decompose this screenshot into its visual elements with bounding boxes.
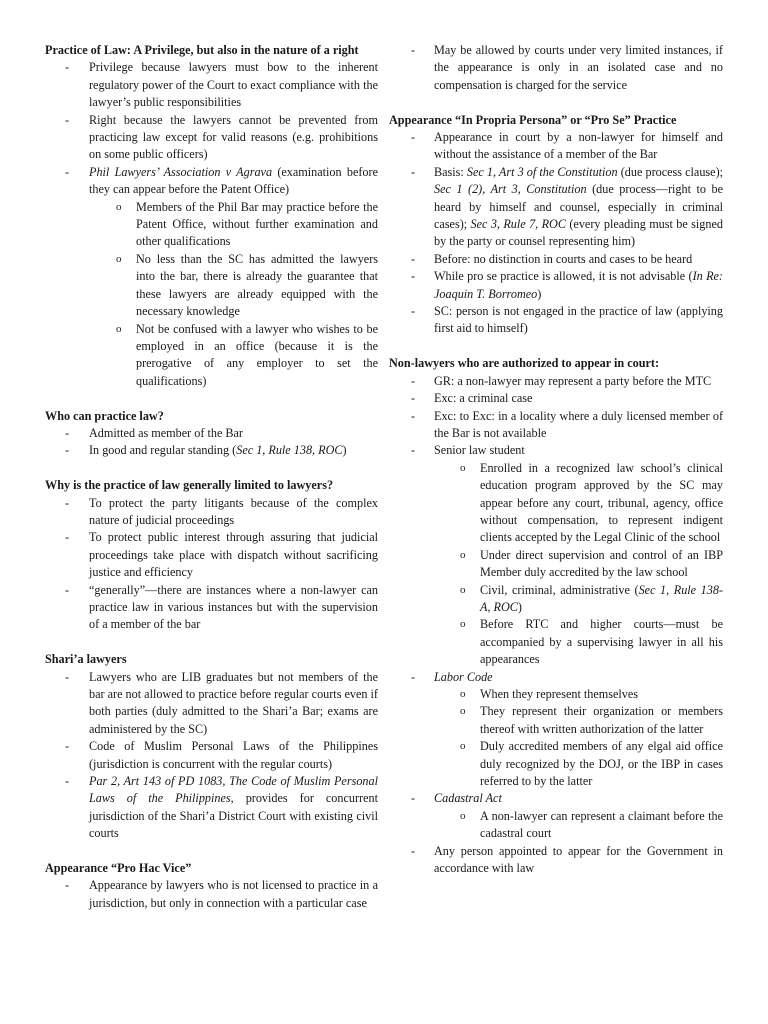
list-item: - To protect public interest through assuring that judicial proceedings take place with dispatch without sacrificing justice and efficiency — [45, 529, 378, 581]
list-item: - Labor Code — [389, 669, 723, 686]
list-item: - Senior law student — [389, 442, 723, 459]
list-item: - Admitted as member of the Bar — [45, 425, 378, 442]
section-heading-who-can-practice: Who can practice law? — [45, 408, 164, 423]
case-description: (examination before they can appear before the Patent Office) — [89, 164, 378, 197]
pro-hac-vice-list-continued — [389, 42, 723, 94]
section-heading-sharia-lawyers: Shari’a lawyers — [45, 652, 127, 667]
sub-list-item: o Enrolled in a recognized law school’s clinical education program approved by the SC may appear before any court, tribunal, agency, office without compensation, to represent indigent clients accepted by the Legal Clinic of the school — [389, 460, 723, 547]
section-heading-pro-hac-vice: Appearance “Pro Hac Vice” — [45, 861, 192, 876]
case-citation: Phil Lawyers’ Association v Agrava — [89, 164, 273, 179]
list-item: - Before: no distinction in courts and cases to be heard — [389, 251, 723, 268]
list-item: - Exc: to Exc: in a locality where a duly licensed member of the Bar is not available — [389, 408, 723, 443]
sub-list-item: o A non-lawyer can represent a claimant before the cadastral court — [389, 808, 723, 843]
list-item: - In good and regular standing (Sec 1, Rule 138, ROC) — [45, 442, 378, 459]
list-item: - SC: person is not engaged in the practice of law (applying first aid to himself) — [389, 303, 723, 338]
sub-list-item: o Under direct supervision and control of an IBP Member duly accredited by the law school — [389, 547, 723, 582]
list-item: - Appearance by lawyers who is not licensed to practice in a jurisdiction, but only in connection with a particular case — [45, 877, 378, 912]
list-item: - Code of Muslim Personal Laws of the Philippines (jurisdiction is concurrent with the regular courts) — [45, 738, 378, 773]
agrava-sublist — [45, 199, 378, 390]
why-limited-list — [45, 495, 378, 634]
rule-citation: Sec 1, Rule 138-A, ROC — [480, 582, 723, 614]
list-item: - Exc: a criminal case — [389, 390, 723, 407]
pd-citation: Par 2, Art 143 of PD 1083, The Code of Muslim Personal Laws of the Philippines — [89, 774, 378, 806]
left-column — [45, 42, 378, 912]
section-heading-non-lawyers: Non-lawyers who are authorized to appear in court: — [389, 356, 660, 371]
senior-law-student-sublist — [389, 460, 723, 669]
list-item: - Par 2, Art 143 of PD 1083, The Code of Muslim Personal Laws of the Philippines, provides for concurrent jurisdiction of the Shari’a District Court with existing civil courts — [45, 773, 378, 843]
who-can-practice-list — [45, 425, 378, 460]
sub-list-item: o They represent their organization or members thereof with written authorization of the latter — [389, 703, 723, 738]
list-item: - Basis: Sec 1, Art 3 of the Constitution (due process clause); Sec 1 (2), Art 3, Constitution (due process—right to be heard by himself and counsel, especially in criminal cases); Sec 3, Rule 7, ROC (every pleading must be signed by the party or counsel representing him) — [389, 164, 723, 251]
labor-code-sublist — [389, 686, 723, 790]
constitution-citation: Sec 1 (2), Art 3, Constitution — [434, 182, 587, 197]
sub-list-item: o Not be confused with a lawyer who wishes to be employed in an office (because it is the prerogative of any employer to set the qualifications) — [45, 321, 378, 391]
sub-list-item: o Members of the Phil Bar may practice before the Patent Office, without further examination and other qualifications — [45, 199, 378, 251]
sub-list-item: o No less than the SC has admitted the lawyers into the bar, there is already the guarantee that these lawyers are already equipped with the necessary knowledge — [45, 251, 378, 321]
sub-list-item: o When they represent themselves — [389, 686, 723, 703]
rule-citation: Sec 1, Rule 138, ROC — [236, 443, 343, 458]
non-lawyers-list — [389, 373, 723, 460]
labor-code-list — [389, 669, 723, 686]
list-item: - Appearance in court by a non-lawyer for himself and without the assistance of a member of the Bar — [389, 129, 723, 164]
sharia-list — [45, 669, 378, 843]
list-item: - May be allowed by courts under very limited instances, if the appearance is only in an isolated case and no compensation is charged for the service — [389, 42, 723, 94]
sub-list-item: o Civil, criminal, administrative (Sec 1, Rule 138-A, ROC) — [389, 582, 723, 617]
list-item: - Lawyers who are LIB graduates but not members of the bar are not allowed to practice before regular courts even if both parties (duly admitted to the Shari’a Bar; exams are administered by the SC) — [45, 669, 378, 739]
rule-citation: Sec 3, Rule 7, ROC — [470, 217, 566, 232]
list-item: - While pro se practice is allowed, it is not advisable (In Re: Joaquin T. Borromeo) — [389, 268, 723, 303]
pro-se-list — [389, 129, 723, 338]
constitution-citation: Sec 1, Art 3 of the Constitution — [466, 164, 618, 179]
case-citation: In Re: Joaquin T. Borromeo — [434, 269, 723, 301]
sub-list-item: o Duly accredited members of any elgal aid office duly recognized by the DOJ, or the IBP in cases referred to by the latter — [389, 738, 723, 790]
section-heading-practice-of-law: Practice of Law: A Privilege, but also in the nature of a right — [45, 43, 359, 57]
section-heading-why-limited: Why is the practice of law generally limited to lawyers? — [45, 478, 334, 493]
sub-list-item: o Before RTC and higher courts—must be accompanied by a supervising lawyer in all his appearances — [389, 616, 723, 668]
practice-of-law-list — [45, 59, 378, 198]
list-item: - Any person appointed to appear for the Government in accordance with law — [389, 843, 723, 878]
list-item: - “generally”—there are instances where a non-lawyer can practice law in various instances but with the supervision of a member of the bar — [45, 582, 378, 634]
section-heading-pro-se: Appearance “In Propria Persona” or “Pro Se” Practice — [389, 112, 677, 127]
list-item: - Right because the lawyers cannot be prevented from practicing law except for valid reasons (e.g. prohibitions on some public officers) — [45, 112, 378, 164]
list-item: - GR: a non-lawyer may represent a party before the MTC — [389, 373, 723, 390]
pro-hac-vice-list — [45, 877, 378, 912]
cadastral-act-sublist — [389, 808, 723, 843]
government-appointee-list — [389, 843, 723, 878]
list-item: - Cadastral Act — [389, 790, 723, 807]
list-item: - To protect the party litigants because of the complex nature of judicial proceedings — [45, 495, 378, 530]
list-item — [45, 164, 378, 199]
list-item: - Privilege because lawyers must bow to the inherent regulatory power of the Court to exact compliance with the lawyer’s public responsibilities — [45, 59, 378, 111]
right-column — [389, 42, 723, 877]
cadastral-act-list — [389, 790, 723, 807]
